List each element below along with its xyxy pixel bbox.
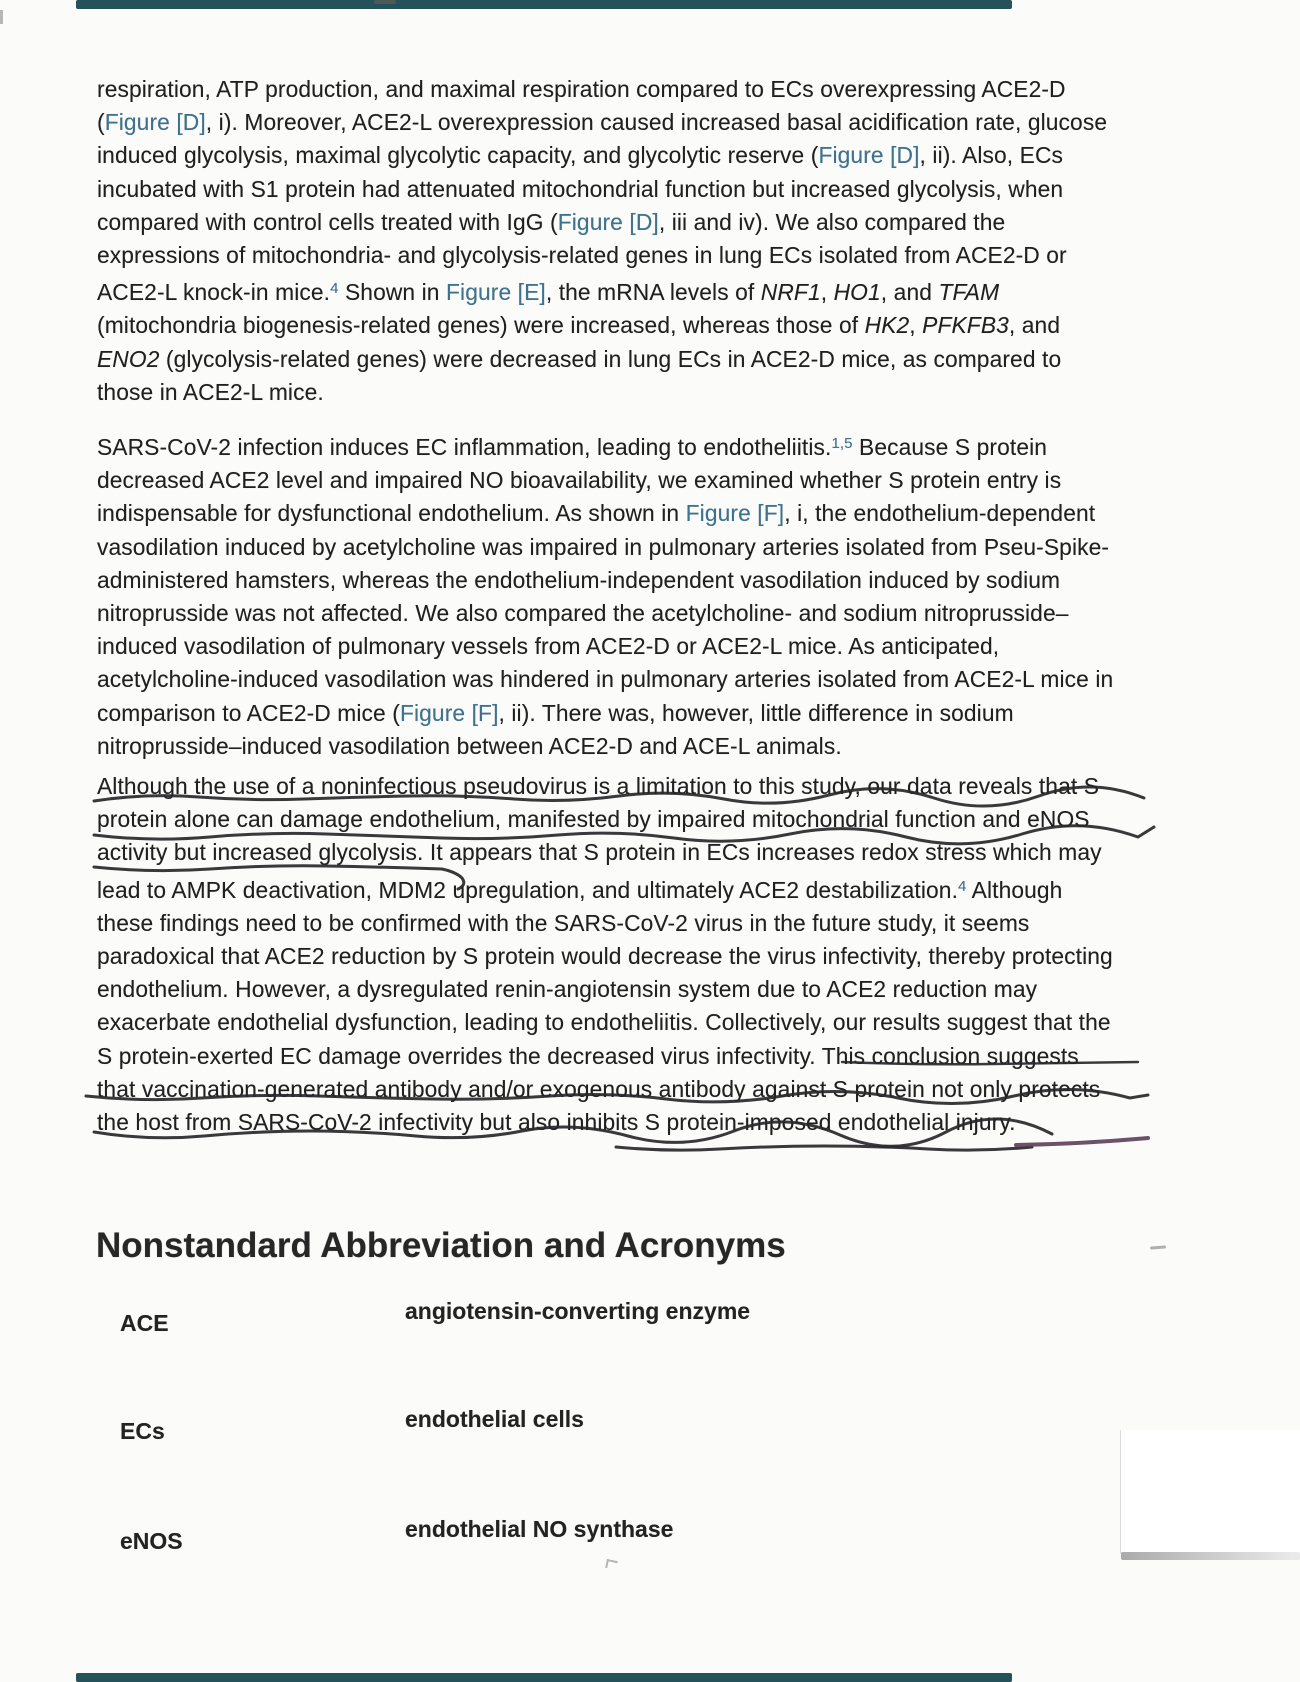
text-span: , ii). Also, ECs: [919, 142, 1064, 169]
text-span: Shown in: [338, 279, 447, 306]
text-span: ENO2: [97, 345, 160, 372]
text-span: (mitochondria biogenesis-related genes) were increased, whereas those of: [97, 312, 865, 339]
text-line: [97, 1040, 1172, 1073]
figure-link[interactable]: Figure [F]: [685, 500, 785, 527]
reference-superscript: 4: [330, 280, 339, 298]
text-span: endothelium. However, a dysregulated renin-angiotensin system due to ACE2 reduction may: [97, 976, 1038, 1003]
text-line: [97, 497, 1172, 530]
text-span: acetylcholine-induced vasodilation was hindered in pulmonary arteries isolated from ACE2-L mice in: [97, 666, 1114, 693]
text-span: administered hamsters, whereas the endothelium-independent vasodilation induced by sodium: [97, 566, 1061, 593]
text-line: [97, 870, 1172, 907]
text-line: [97, 697, 1172, 730]
scan-edge-bar-bottom: [76, 1673, 1012, 1682]
text-span: , and: [880, 279, 939, 306]
text-span: vasodilation induced by acetylcholine was impaired in pulmonary arteries isolated from Pseu-Spike-: [97, 533, 1110, 560]
text-span: SARS-CoV-2 infection induces EC inflammation, leading to endotheliitis.: [97, 434, 832, 460]
abbreviation-definition: endothelial NO synthase: [405, 1516, 674, 1542]
text-line: [97, 272, 1172, 309]
underline-stroke: [616, 1146, 1032, 1150]
reference-superscript: 4: [958, 877, 967, 895]
figure-link[interactable]: Figure [D]: [104, 109, 206, 136]
text-line: [97, 139, 1172, 172]
text-span: ,: [820, 279, 834, 306]
text-line: [97, 106, 1172, 139]
text-line: [97, 1106, 1172, 1139]
text-line: [97, 376, 1172, 409]
figure-link[interactable]: Figure [D]: [557, 208, 659, 235]
pencil-mark: [605, 1559, 618, 1570]
text-span: respiration, ATP production, and maximal respiration compared to ECs overexpressing ACE2-D: [97, 76, 1066, 102]
section-heading: Nonstandard Abbreviation and Acronyms: [96, 1226, 786, 1265]
text-span: comparison to ACE2-D mice (: [97, 699, 400, 726]
text-span: PFKFB3: [922, 312, 1009, 339]
text-span: induced glycolysis, maximal glycolytic capacity, and glycolytic reserve (: [97, 142, 819, 169]
text-span: these findings need to be confirmed with the SARS-CoV-2 virus in the future study, it seems: [97, 909, 1030, 936]
text-span: HK2: [864, 312, 910, 339]
text-span: the host from SARS-CoV-2 infectivity but also inhibits S protein-imposed endothelial injury.: [97, 1109, 1016, 1136]
text-span: Although: [966, 876, 1063, 903]
text-line: [97, 770, 1172, 803]
text-span: , ii). There was, however, little difference in sodium: [498, 699, 1014, 726]
figure-link[interactable]: Figure [D]: [818, 142, 920, 169]
text-line: [97, 836, 1172, 869]
text-span: protein alone can damage endothelium, manifested by impaired mitochondrial function and eNOS: [97, 806, 1090, 833]
text-span: TFAM: [938, 279, 1000, 306]
text-line: [97, 907, 1172, 940]
text-span: expressions of mitochondria- and glycolysis-related genes in lung ECs isolated from ACE2-D or: [97, 242, 1067, 269]
text-span: ACE2-L knock-in mice.: [97, 279, 331, 306]
text-span: indispensable for dysfunctional endothelium. As shown in: [97, 500, 686, 527]
text-line: [97, 343, 1172, 376]
text-span: (glycolysis-related genes) were decreased in lung ECs in ACE2-D mice, as compared to: [159, 345, 1062, 372]
text-line: [97, 239, 1172, 272]
text-span: (: [97, 109, 105, 136]
text-line: [97, 973, 1172, 1006]
text-span: , the mRNA levels of: [545, 279, 761, 306]
text-line: [97, 630, 1172, 663]
reference-superscript: 1,5: [831, 435, 853, 452]
text-span: decreased ACE2 level and impaired NO bioavailability, we examined whether S protein entry is: [97, 467, 1062, 494]
pencil-mark: [1150, 1245, 1166, 1249]
text-span: activity but increased glycolysis. It appears that S protein in ECs increases redox stress which may: [97, 839, 1102, 866]
figure-link[interactable]: Figure [E]: [446, 279, 546, 306]
scan-edge-tick: [0, 10, 3, 24]
text-line: [97, 803, 1172, 836]
text-line: [97, 730, 1172, 763]
text-span: ,: [909, 312, 923, 339]
text-line: [97, 663, 1172, 696]
text-line: [97, 597, 1172, 630]
scan-artifact-patch: [1120, 1430, 1300, 1554]
figure-link[interactable]: Figure [F]: [399, 699, 499, 726]
text-line: [97, 564, 1172, 597]
text-span: compared with control cells treated with IgG (: [97, 208, 558, 235]
text-span: , and: [1008, 312, 1061, 339]
text-span: induced vasodilation of pulmonary vessels from ACE2-D or ACE2-L mice. As anticipated,: [97, 633, 1000, 660]
text-span: , iii and iv). We also compared the: [658, 208, 1006, 235]
abbreviation-term: ECs: [120, 1418, 165, 1444]
text-span: nitroprusside was not affected. We also compared the acetylcholine- and sodium nitroprusside–: [97, 600, 1069, 627]
text-span: nitroprusside–induced vasodilation between ACE2-D and ACE-L animals.: [97, 732, 842, 759]
text-line: [97, 1006, 1172, 1039]
text-span: S protein-exerted EC damage overrides the decreased virus infectivity. This conclusion suggests: [97, 1042, 1079, 1069]
text-span: exacerbate endothelial dysfunction, leading to endotheliitis. Collectively, our results suggest that the: [97, 1009, 1111, 1036]
abbreviation-definition: angiotensin-converting enzyme: [405, 1298, 751, 1324]
text-span: NRF1: [760, 279, 821, 306]
text-line: [97, 427, 1172, 464]
text-line: [97, 531, 1172, 564]
text-line: [97, 206, 1172, 239]
text-span: Although the use of a noninfectious pseudovirus is a limitation to this study, our data reveals that S: [97, 773, 1100, 799]
text-span: HO1: [833, 279, 881, 306]
text-line: [97, 173, 1172, 206]
text-span: paradoxical that ACE2 reduction by S protein would decrease the virus infectivity, thereby protecting: [97, 943, 1113, 970]
text-span: lead to AMPK deactivation, MDM2 upregulation, and ultimately ACE2 destabilization.: [97, 876, 959, 903]
scan-artifact-shadow: [1121, 1552, 1300, 1560]
text-span: those in ACE2-L mice.: [97, 378, 324, 405]
abbreviation-term: ACE: [120, 1310, 169, 1336]
paragraph-conclusion: [97, 770, 1172, 1139]
abbreviation-definition: endothelial cells: [405, 1406, 584, 1432]
paragraph-ec-inflammation: [97, 427, 1172, 763]
scan-smudge: [374, 0, 396, 4]
text-span: , i, the endothelium-dependent: [784, 500, 1096, 527]
abbreviation-term: eNOS: [120, 1528, 183, 1554]
text-line: [97, 464, 1172, 497]
text-span: , i). Moreover, ACE2-L overexpression caused increased basal acidification rate, glucose: [205, 109, 1108, 136]
text-line: [97, 309, 1172, 342]
paragraph-mitochondria-glycolysis: [97, 73, 1172, 409]
text-line: [97, 1073, 1172, 1106]
text-span: incubated with S1 protein had attenuated mitochondrial function but increased glycolysis, when: [97, 175, 1064, 202]
text-line: [97, 73, 1172, 106]
text-span: that vaccination-generated antibody and/or exogenous antibody against S protein not only protects: [97, 1075, 1101, 1102]
text-line: [97, 940, 1172, 973]
text-span: Because S protein: [852, 434, 1048, 460]
scan-edge-bar-top: [76, 0, 1012, 9]
